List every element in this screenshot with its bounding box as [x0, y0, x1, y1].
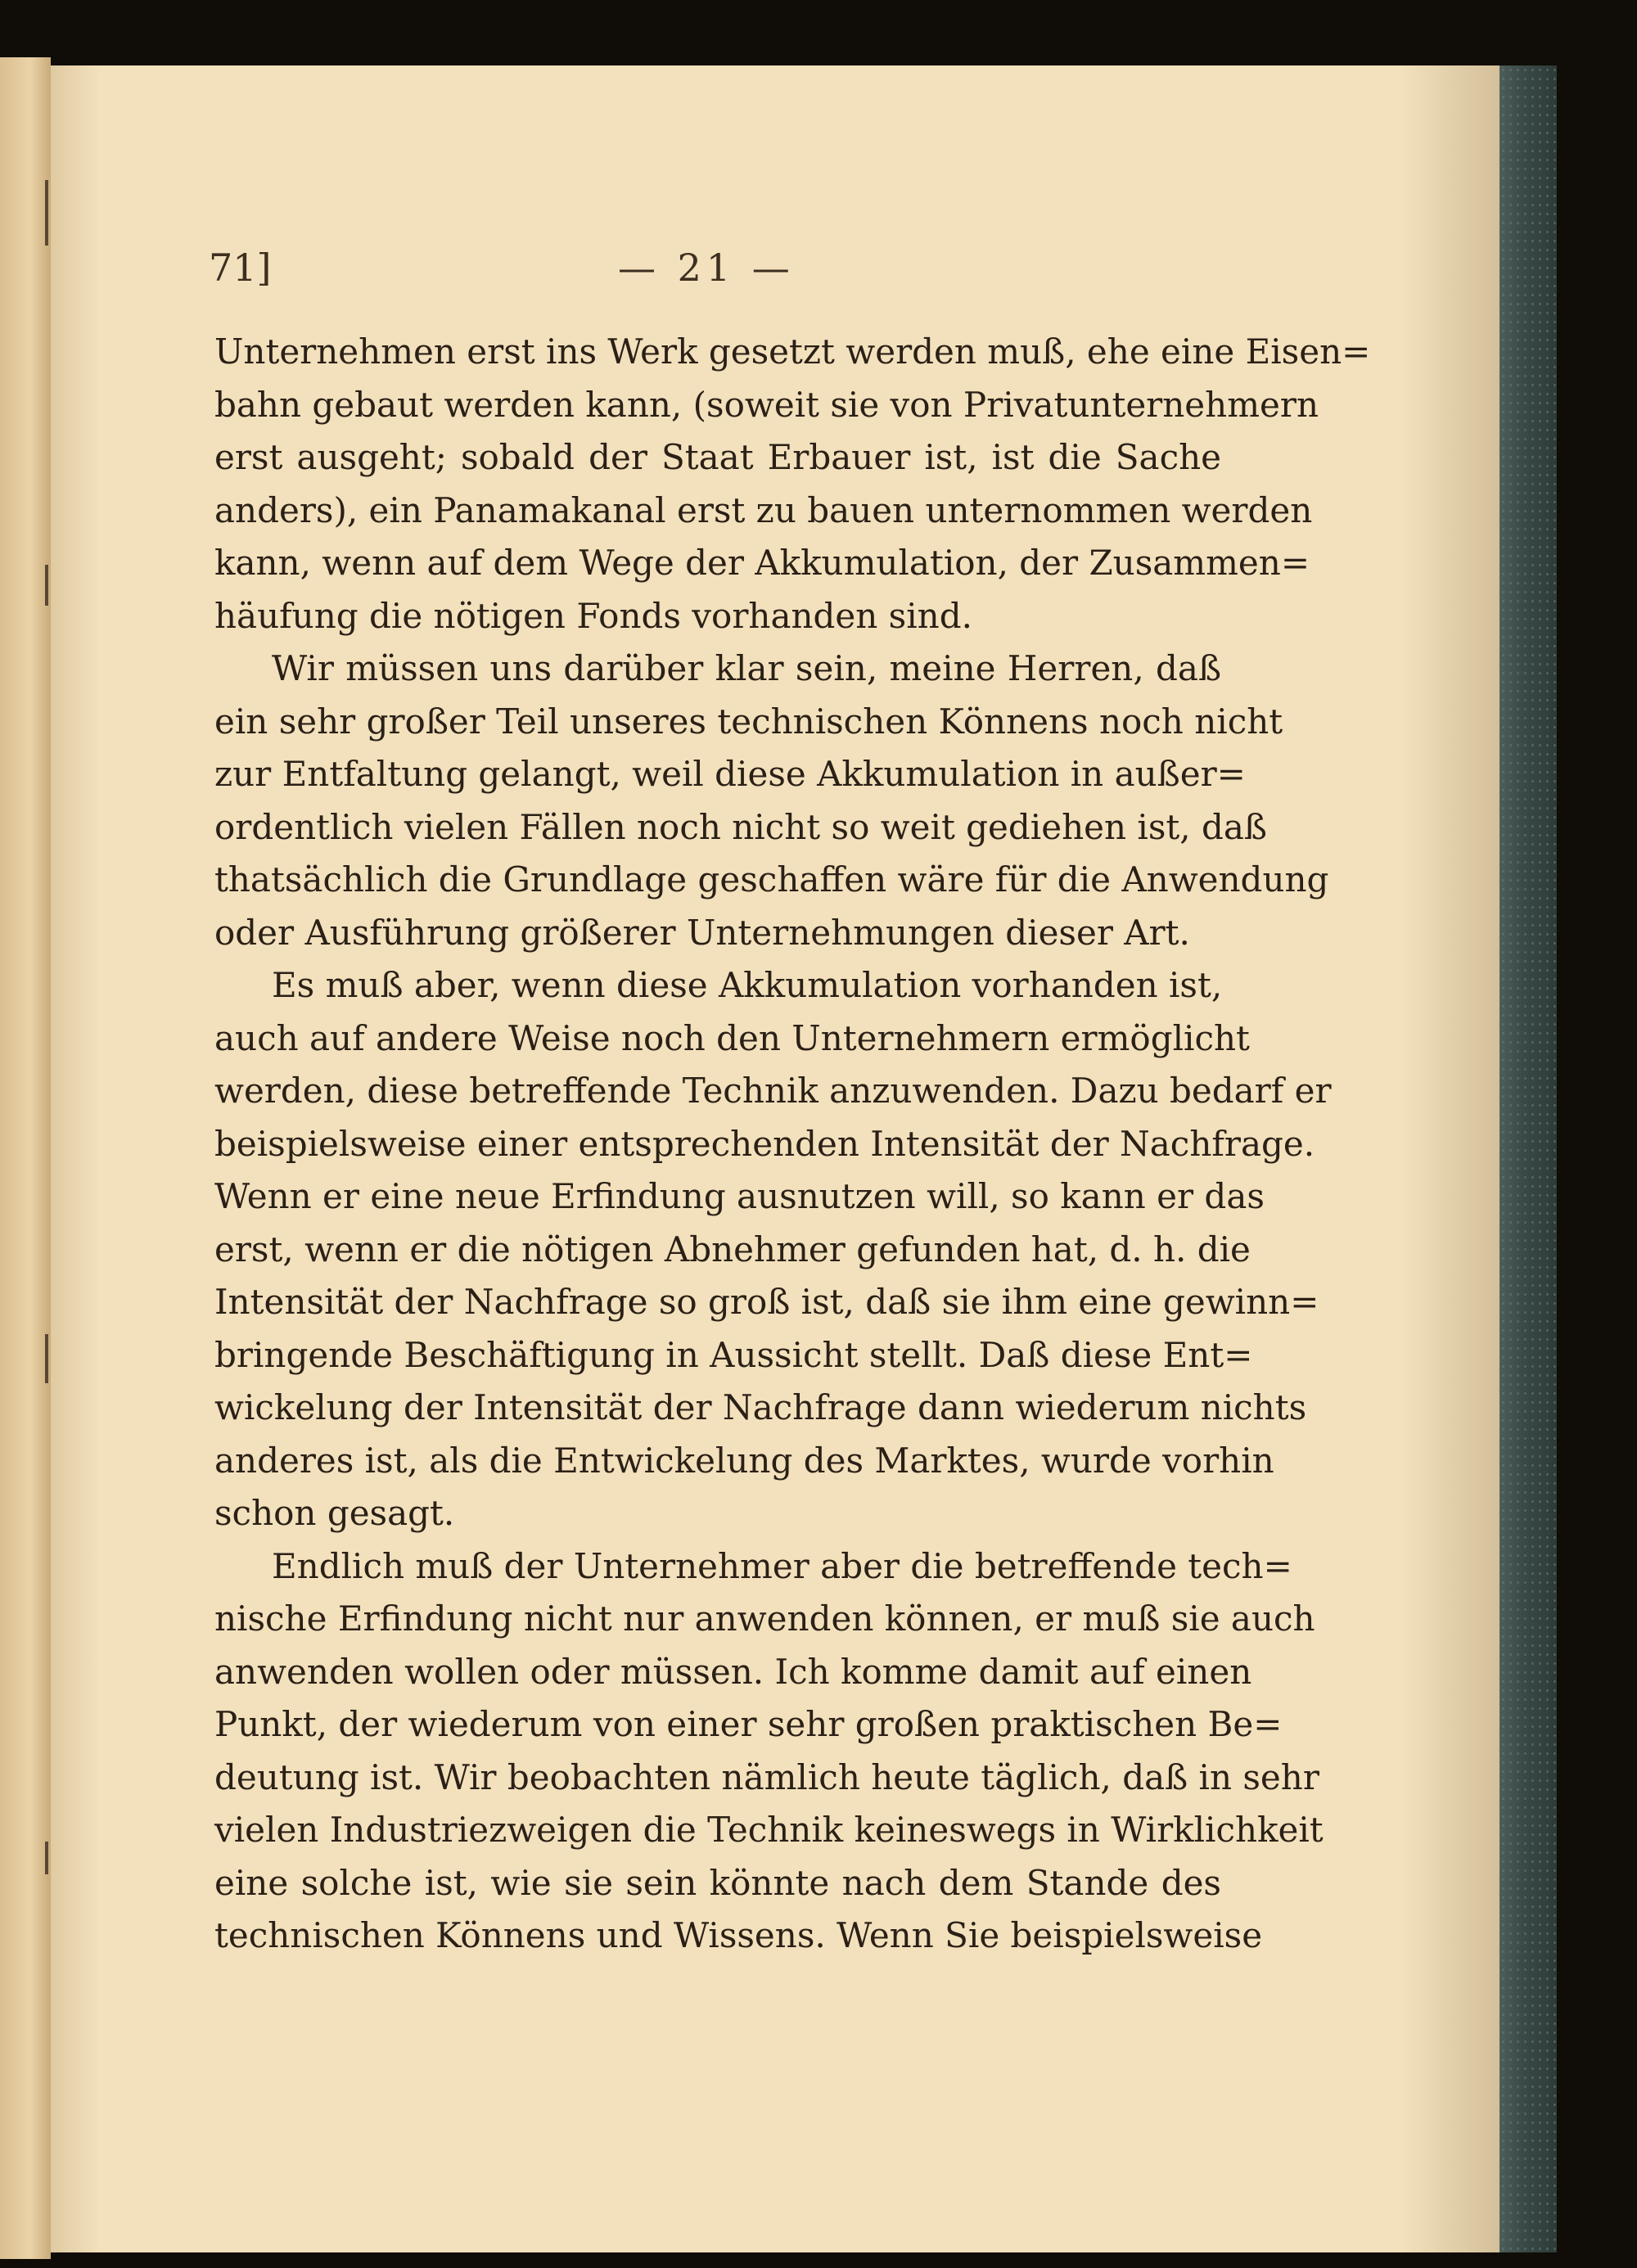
text-line: Wir müssen uns darüber klar sein, meine Herren, daß [272, 648, 1221, 688]
text-line: zur Entfaltung gelangt, weil diese Akkumulation in außer= [214, 754, 1246, 794]
text-line: vielen Industriezweigen die Technik keineswegs in Wirklichkeit [214, 1810, 1324, 1850]
page-number: — 21 — [618, 246, 795, 290]
book-spine [1499, 65, 1557, 2252]
text-line: eine solche ist, wie sie sein könnte nach dem Stande des [214, 1862, 1221, 1903]
text-line: anwenden wollen oder müssen. Ich komme damit auf einen [214, 1651, 1252, 1692]
edge-mark [45, 180, 48, 246]
edge-mark [45, 565, 48, 606]
text-line: erst, wenn er die nötigen Abnehmer gefunden hat, d. h. die [214, 1229, 1251, 1269]
edge-mark [45, 1842, 48, 1874]
text-line: nische Erfindung nicht nur anwenden können, er muß sie auch [214, 1598, 1315, 1639]
spine-texture [1499, 65, 1557, 2252]
text-line: technischen Könnens und Wissens. Wenn Sie beispielsweise [214, 1915, 1263, 1955]
text-line: Unternehmen erst ins Werk gesetzt werden muß, ehe eine Eisen= [214, 331, 1371, 372]
text-line: ordentlich vielen Fällen noch nicht so weit gediehen ist, daß [214, 806, 1267, 847]
text-line: häufung die nötigen Fonds vorhanden sind. [214, 595, 972, 636]
text-line: bahn gebaut werden kann, (soweit sie von Privatunternehmern [214, 384, 1319, 425]
text-line: bringende Beschäftigung in Aussicht stellt. Daß diese Ent= [214, 1334, 1253, 1375]
text-line: erst ausgeht; sobald der Staat Erbauer ist, ist die Sache [214, 437, 1221, 477]
text-line: thatsächlich die Grundlage geschaffen wäre für die Anwendung [214, 859, 1329, 900]
running-head [209, 246, 1224, 303]
text-line: Es muß aber, wenn diese Akkumulation vorhanden ist, [272, 965, 1223, 1005]
edge-mark [45, 1334, 48, 1383]
printed-number: 71] [209, 246, 272, 290]
text-line: Endlich muß der Unternehmer aber die betreffende tech= [272, 1545, 1292, 1586]
text-line: anderes ist, als die Entwickelung des Marktes, wurde vorhin [214, 1440, 1274, 1481]
text-line: Intensität der Nachfrage so groß ist, daß sie ihm eine gewinn= [214, 1282, 1319, 1322]
text-line: beispielsweise einer entsprechenden Intensität der Nachfrage. [214, 1123, 1315, 1164]
text-line: ein sehr großer Teil unseres technischen Könnens noch nicht [214, 701, 1283, 742]
text-line: Wenn er eine neue Erfindung ausnutzen will, so kann er das [214, 1176, 1265, 1216]
facing-page-edge [0, 57, 51, 2259]
text-line: kann, wenn auf dem Wege der Akkumulation, der Zusammen= [214, 543, 1310, 583]
text-line: schon gesagt. [214, 1493, 455, 1533]
text-line: wickelung der Intensität der Nachfrage dann wiederum nichts [214, 1387, 1307, 1427]
text-line: oder Ausführung größerer Unternehmungen dieser Art. [214, 912, 1190, 953]
text-line: werden, diese betreffende Technik anzuwenden. Dazu bedarf er [214, 1071, 1332, 1111]
text-line: Punkt, der wiederum von einer sehr großen praktischen Be= [214, 1704, 1283, 1744]
text-line: auch auf andere Weise noch den Unternehmern ermöglicht [214, 1017, 1250, 1058]
text-line: deutung ist. Wir beobachten nämlich heute täglich, daß in sehr [214, 1756, 1319, 1797]
text-line: anders), ein Panamakanal erst zu bauen unternommen werden [214, 489, 1313, 530]
body-text [214, 326, 1371, 1963]
